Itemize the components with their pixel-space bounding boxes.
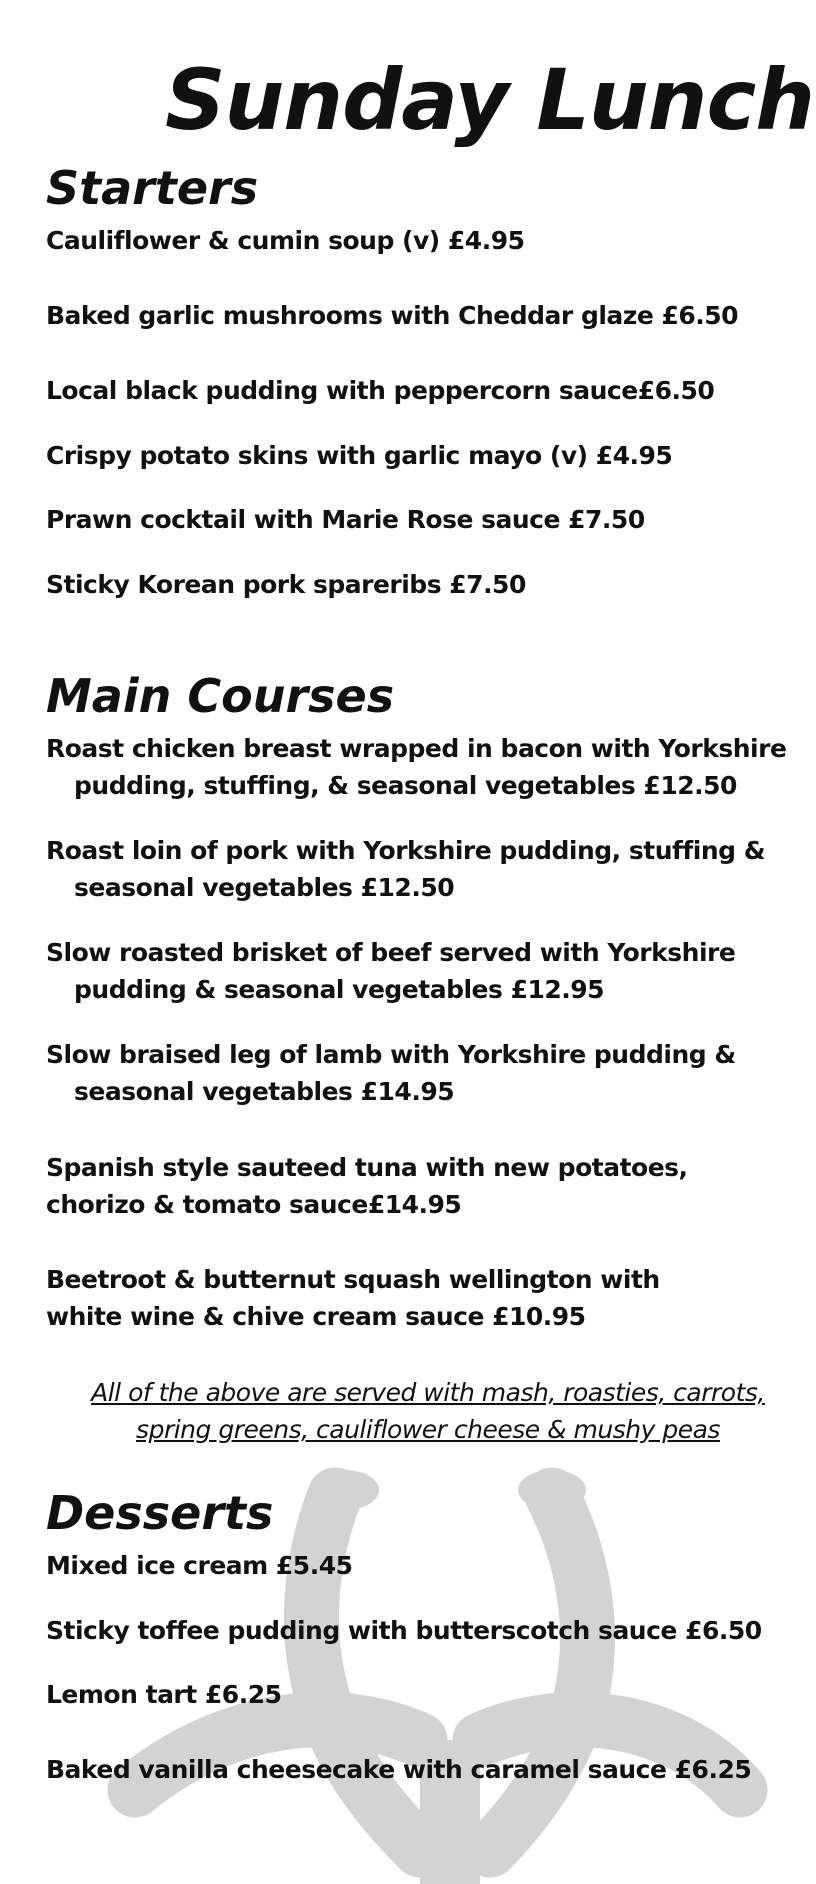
starter-item: Local black pudding with peppercorn sauce£6.50 — [46, 376, 715, 405]
main-course-line: pudding, stuffing, & seasonal vegetables £12.50 — [74, 771, 737, 800]
main-course-line: Slow braised leg of lamb with Yorkshire pudding & — [46, 1040, 736, 1069]
main-course-item — [46, 832, 765, 906]
main-course-item — [46, 934, 735, 1008]
main-course-line: chorizo & tomato sauce£14.95 — [46, 1190, 462, 1219]
main-course-item — [46, 1036, 736, 1110]
starters-heading: Starters — [46, 161, 259, 215]
main-course-line: Roast chicken breast wrapped in bacon with Yorkshire — [46, 734, 787, 763]
starter-item: Prawn cocktail with Marie Rose sauce £7.50 — [46, 505, 645, 534]
mains-served-with-note — [40, 1374, 816, 1448]
main-course-line: pudding & seasonal vegetables £12.95 — [74, 975, 605, 1004]
dessert-item: Baked vanilla cheesecake with caramel sauce £6.25 — [46, 1755, 752, 1784]
starter-item: Baked garlic mushrooms with Cheddar glaze £6.50 — [46, 301, 739, 330]
main-courses-heading: Main Courses — [46, 669, 395, 723]
note-line: spring greens, cauliflower cheese & mushy peas — [136, 1415, 720, 1444]
starter-item: Crispy potato skins with garlic mayo (v) £4.95 — [46, 441, 673, 470]
dessert-item: Lemon tart £6.25 — [46, 1680, 282, 1709]
dessert-item: Sticky toffee pudding with butterscotch sauce £6.50 — [46, 1616, 762, 1645]
main-course-line: seasonal vegetables £12.50 — [74, 873, 455, 902]
main-course-item — [46, 1261, 660, 1335]
main-course-line: white wine & chive cream sauce £10.95 — [46, 1302, 586, 1331]
main-course-line: Beetroot & butternut squash wellington with — [46, 1265, 660, 1294]
starter-item: Cauliflower & cumin soup (v) £4.95 — [46, 226, 525, 255]
desserts-heading: Desserts — [46, 1486, 274, 1540]
main-course-line: Spanish style sauteed tuna with new potatoes, — [46, 1153, 688, 1182]
main-course-line: Roast loin of pork with Yorkshire pudding, stuffing & — [46, 836, 766, 865]
main-course-item — [46, 730, 786, 804]
note-line: All of the above are served with mash, roasties, carrots, — [91, 1378, 765, 1407]
dessert-item: Mixed ice cream £5.45 — [46, 1551, 353, 1580]
main-course-item — [46, 1149, 688, 1223]
starter-item: Sticky Korean pork spareribs £7.50 — [46, 570, 526, 599]
menu-title: Sunday Lunch — [165, 51, 815, 149]
main-course-line: Slow roasted brisket of beef served with Yorkshire — [46, 938, 736, 967]
main-course-line: seasonal vegetables £14.95 — [74, 1077, 455, 1106]
